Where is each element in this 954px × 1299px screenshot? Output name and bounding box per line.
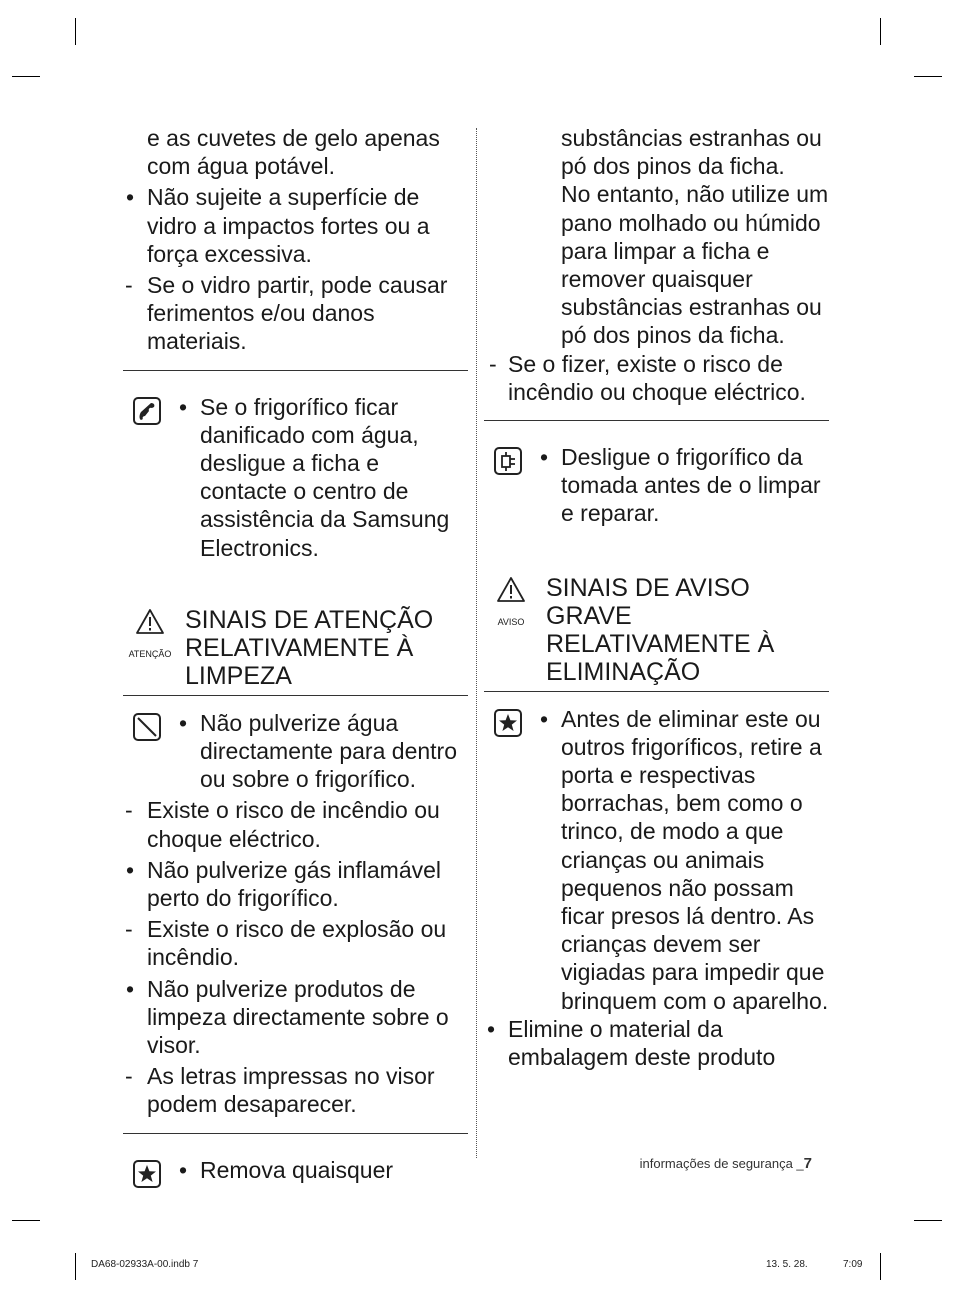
dash-item bbox=[123, 915, 468, 971]
bullet-text: Não sujeite a superfície de vidro a impactos fortes ou a força excessiva. bbox=[147, 184, 430, 267]
section-rule bbox=[123, 1133, 468, 1134]
bullet-text: Elimine o material da embalagem deste produto bbox=[508, 1015, 776, 1071]
list-item-continuation: e as cuvetes de gelo apenas com água potável. bbox=[147, 125, 440, 180]
crop-mark bbox=[880, 1253, 881, 1280]
bullet-text: Desligue o frigorífico da tomada antes de o limpar e reparar. bbox=[561, 444, 821, 527]
dash-text: Se o vidro partir, pode causar ferimentos e/ou danos materiais. bbox=[147, 272, 448, 355]
dash-text: Existe o risco de explosão ou incêndio. bbox=[147, 916, 447, 971]
bullet-marker: • bbox=[126, 184, 135, 211]
section-rule bbox=[123, 695, 468, 696]
print-file-name: DA68-02933A-00.indb 7 bbox=[91, 1259, 199, 1270]
warning-label: ATENÇÃO bbox=[128, 649, 172, 660]
list-item-continuation: No entanto, não utilize um pano molhado ou húmido para limpar a ficha e remover quaisquer substâncias estranhas ou pó dos pinos da ficha. bbox=[561, 181, 829, 349]
footer-section: informações de segurança _ bbox=[639, 1156, 804, 1171]
warning-sign bbox=[484, 576, 538, 636]
crop-mark bbox=[12, 76, 40, 77]
star-block bbox=[123, 1156, 468, 1184]
print-time: 7:09 bbox=[843, 1259, 863, 1270]
section-heading bbox=[484, 574, 829, 686]
section-rule bbox=[484, 691, 829, 692]
bullet-marker: • bbox=[540, 705, 549, 732]
bullet-marker: • bbox=[126, 856, 135, 883]
bullet-item bbox=[484, 1015, 829, 1071]
section-heading bbox=[123, 606, 468, 690]
bullet-marker: • bbox=[179, 1156, 188, 1183]
no-spray-block bbox=[123, 709, 468, 794]
crop-mark bbox=[12, 1220, 40, 1221]
left-column bbox=[123, 124, 468, 1184]
dash-item bbox=[123, 1062, 468, 1118]
print-date: 13. 5. 28. bbox=[766, 1259, 808, 1270]
dash-text: Se o fizer, existe o risco de incêndio ou choque eléctrico. bbox=[508, 350, 806, 405]
unplug-icon bbox=[494, 447, 522, 475]
crop-mark bbox=[880, 18, 881, 45]
section-title: SINAIS DE AVISO GRAVE RELATIVAMENTE À ELIMINAÇÃO bbox=[546, 573, 775, 686]
crop-mark bbox=[914, 1220, 942, 1221]
page-number: 7 bbox=[803, 1155, 812, 1172]
dash-item bbox=[484, 350, 829, 406]
star-icon bbox=[494, 709, 522, 737]
bullet-text: Remova quaisquer bbox=[200, 1156, 394, 1183]
bullet-text: Não pulverize produtos de limpeza directamente sobre o visor. bbox=[147, 975, 449, 1059]
star-block bbox=[484, 705, 829, 1015]
bullet-marker: • bbox=[540, 444, 549, 471]
warning-sign bbox=[123, 608, 177, 668]
bullet-marker: • bbox=[179, 393, 188, 420]
dash-text: Existe o risco de incêndio ou choque eléctrico. bbox=[147, 797, 440, 852]
crop-mark bbox=[914, 76, 942, 77]
bullet-text: Antes de eliminar este ou outros frigoríficos, retire a porta e respectivas borrachas, bem como o trinco, de modo a que crianças ou animais pequenos não possam ficar presos lá dentro. As crianças devem ser vigiadas para impedir que brinquem com o aparelho. bbox=[561, 705, 829, 1014]
prohibited-icon bbox=[133, 713, 161, 741]
bullet-item bbox=[123, 975, 468, 1060]
unplug-block bbox=[484, 443, 829, 528]
dash-marker: - bbox=[125, 797, 133, 824]
crop-mark bbox=[75, 18, 76, 45]
crop-mark bbox=[75, 1253, 76, 1280]
bullet-marker: • bbox=[179, 709, 188, 736]
dash-item bbox=[123, 796, 468, 852]
dash-marker: - bbox=[125, 1063, 133, 1090]
page-footer bbox=[640, 1155, 812, 1172]
warning-triangle-icon bbox=[496, 576, 526, 603]
dash-item bbox=[123, 271, 468, 356]
warning-triangle-icon bbox=[135, 608, 165, 635]
bullet-text: Se o frigorífico ficar danificado com água, desligue a ficha e contacte o centro de assistência da Samsung Electronics. bbox=[200, 393, 450, 561]
call-service-block bbox=[123, 393, 468, 562]
star-icon bbox=[133, 1160, 161, 1188]
dash-marker: - bbox=[489, 350, 497, 377]
right-column bbox=[484, 124, 829, 1071]
section-rule bbox=[123, 370, 468, 371]
column-divider bbox=[476, 128, 477, 1158]
dash-marker: - bbox=[125, 916, 133, 943]
list-item-continuation: substâncias estranhas ou pó dos pinos da ficha. bbox=[561, 125, 822, 180]
bullet-item bbox=[123, 856, 468, 912]
bullet-marker: • bbox=[487, 1015, 496, 1042]
dash-text: As letras impressas no visor podem desaparecer. bbox=[147, 1063, 435, 1118]
bullet-marker: • bbox=[126, 975, 135, 1002]
bullet-item bbox=[123, 183, 468, 268]
section-title: SINAIS DE ATENÇÃO RELATIVAMENTE À LIMPEZA bbox=[185, 605, 434, 690]
warning-label: AVISO bbox=[497, 616, 525, 627]
phone-icon bbox=[133, 397, 161, 425]
section-rule bbox=[484, 420, 829, 421]
dash-marker: - bbox=[125, 272, 133, 299]
bullet-text: Não pulverize água directamente para dentro ou sobre o frigorífico. bbox=[200, 709, 457, 793]
bullet-text: Não pulverize gás inflamável perto do frigorífico. bbox=[147, 856, 442, 912]
